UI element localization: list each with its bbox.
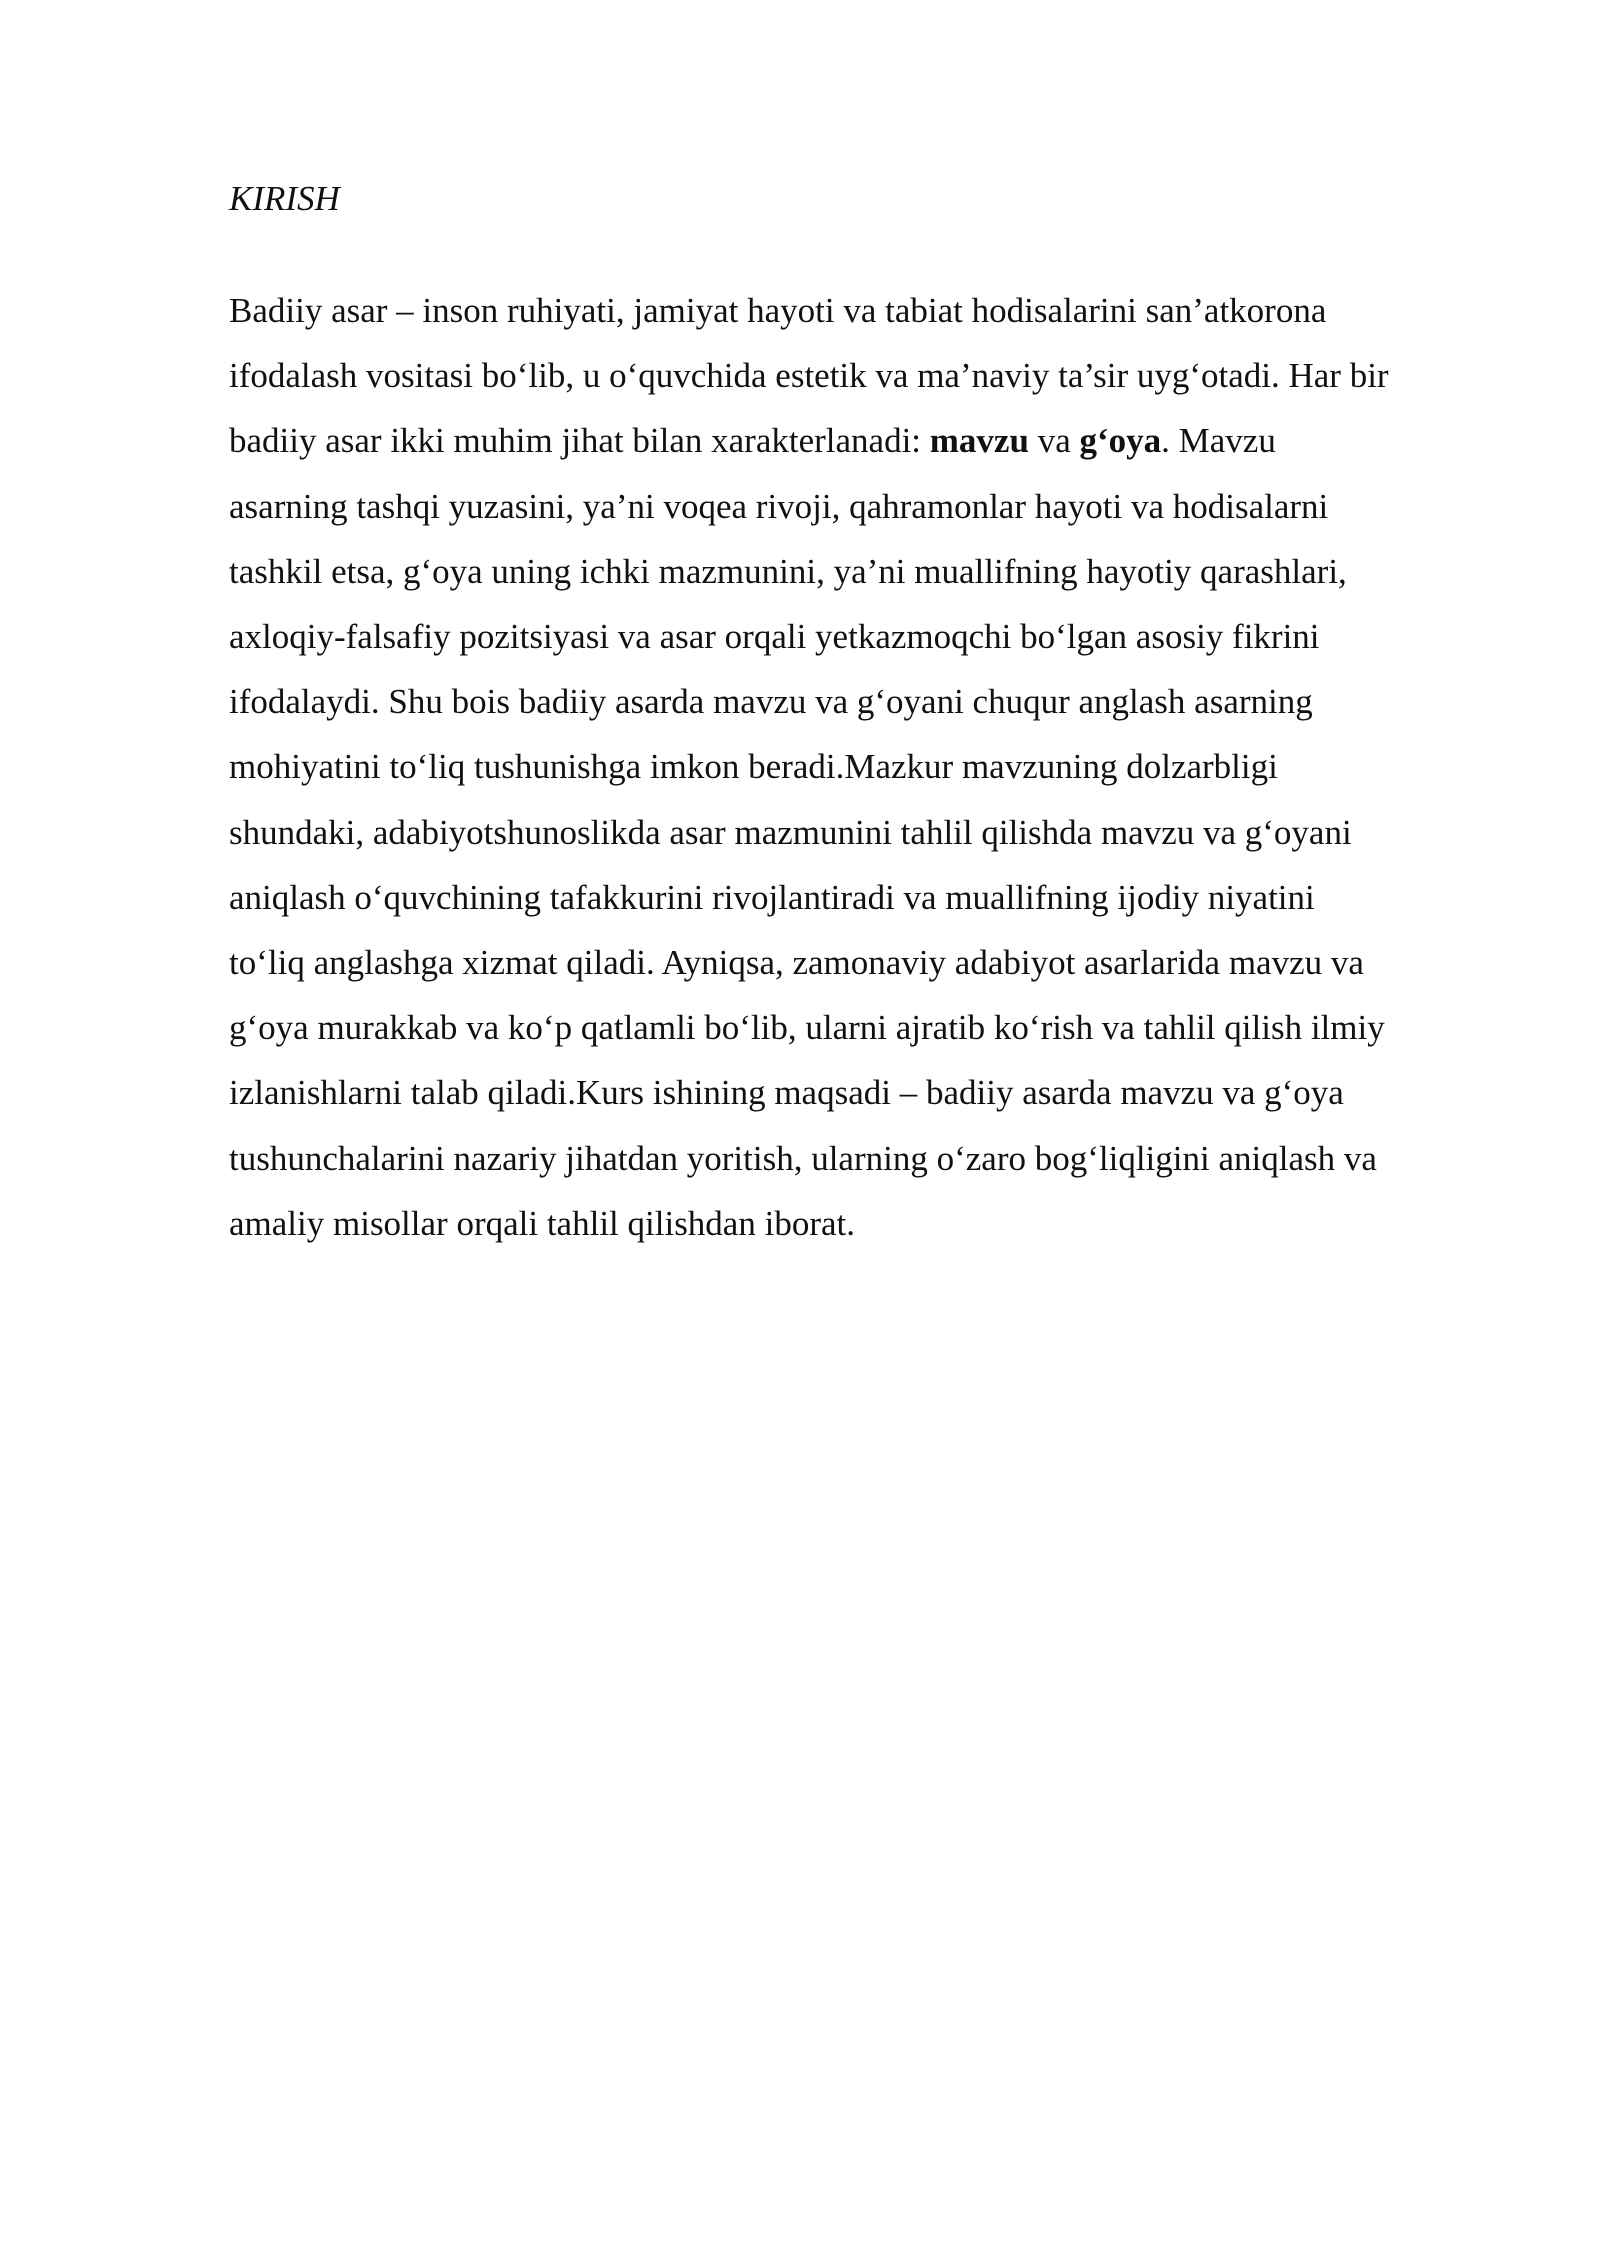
- paragraph-line: tushunchalarini nazariy jihatdan yoritish, ularning o‘zaro bog‘liqligini aniqlash va: [229, 1138, 1377, 1178]
- section-heading: KIRISH: [229, 179, 340, 218]
- paragraph-line: ifodalaydi. Shu bois badiiy asarda mavzu va g‘oyani chuqur anglash asarning: [229, 682, 1313, 722]
- paragraph-line: shundaki, adabiyotshunoslikda asar mazmunini tahlil qilishda mavzu va g‘oyani: [229, 812, 1352, 852]
- paragraph-line: izlanishlarni talab qiladi.Kurs ishining maqsadi – badiiy asarda mavzu va g‘oya: [229, 1073, 1344, 1113]
- text-run: va: [1028, 421, 1080, 461]
- paragraph-line: Badiiy asar – inson ruhiyati, jamiyat hayoti va tabiat hodisalarini san’atkorona: [229, 291, 1327, 330]
- text-run: . Mavzu: [1161, 421, 1276, 461]
- paragraph-line: aniqlash o‘quvchining tafakkurini rivojlantiradi va muallifning ijodiy niyatini: [229, 877, 1315, 917]
- paragraph-line: amaliy misollar orqali tahlil qilishdan iborat.: [229, 1203, 855, 1243]
- paragraph-line: tashkil etsa, g‘oya uning ichki mazmunini, ya’ni muallifning hayotiy qarashlari,: [229, 551, 1347, 591]
- paragraph-line: mohiyatini to‘liq tushunishga imkon beradi.Mazkur mavzuning dolzarbligi: [229, 747, 1278, 787]
- paragraph-line: axloqiy-falsafiy pozitsiyasi va asar orqali yetkazmoqchi bo‘lgan asosiy fikrini: [229, 617, 1320, 657]
- paragraph-line: [229, 408, 1489, 473]
- paragraph-line: asarning tashqi yuzasini, ya’ni voqea rivoji, qahramonlar hayoti va hodisalarni: [229, 486, 1329, 526]
- bold-term-goya: g‘oya: [1079, 421, 1162, 461]
- text-run: badiiy asar ikki muhim jihat bilan xarakterlanadi:: [229, 421, 930, 461]
- paragraph-line: g‘oya murakkab va ko‘p qatlamli bo‘lib, ularni ajratib ko‘rish va tahlil qilish ilmiy: [229, 1008, 1385, 1048]
- intro-paragraph: [229, 278, 1489, 1256]
- bold-term-mavzu: mavzu: [929, 421, 1029, 461]
- paragraph-line: ifodalash vositasi bo‘lib, u o‘quvchida estetik va ma’naviy ta’sir uyg‘otadi. Har bir: [229, 356, 1389, 396]
- paragraph-line: to‘liq anglashga xizmat qiladi. Ayniqsa, zamonaviy adabiyot asarlarida mavzu va: [229, 943, 1364, 983]
